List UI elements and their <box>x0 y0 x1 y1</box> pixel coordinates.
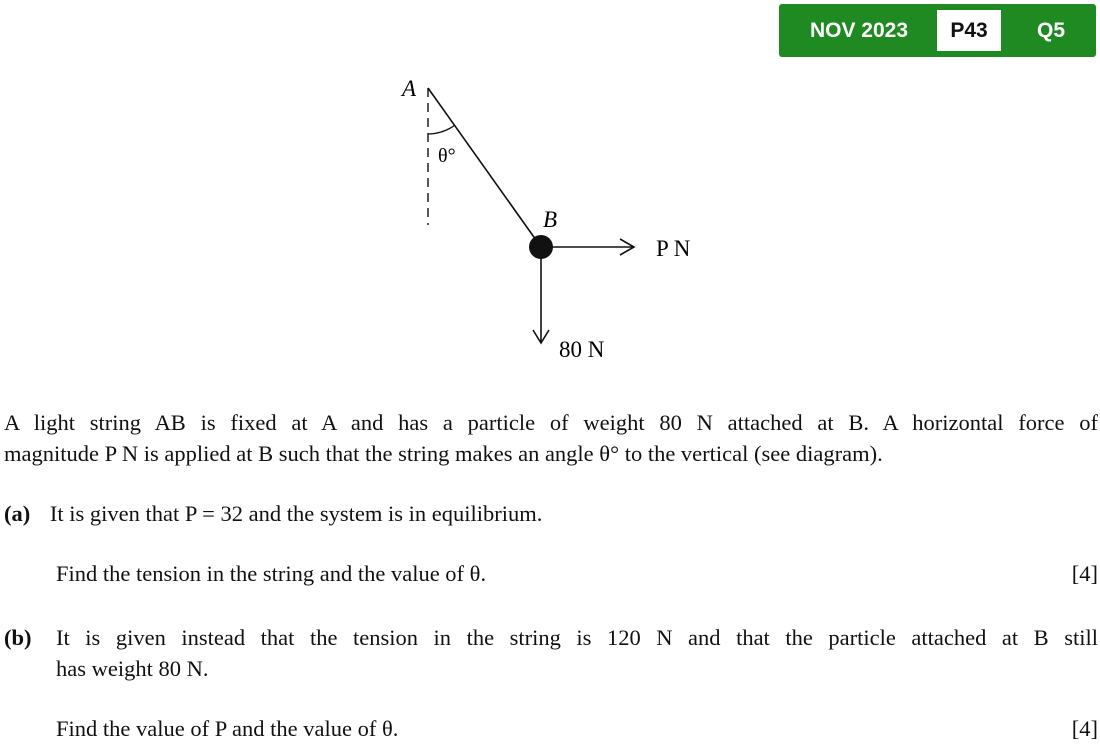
label-theta: θ° <box>438 145 456 167</box>
part-b-line-2: has weight 80 N. <box>56 656 209 681</box>
label-horizontal-force: P N <box>656 236 691 261</box>
part-a-label: (a) <box>4 501 31 526</box>
label-weight: 80 N <box>559 337 605 362</box>
part-a-marks: [4] <box>1071 561 1098 586</box>
intro-line-2: magnitude P N is applied at B such that the string makes an angle θ° to the vertical (see diagram). <box>4 441 883 466</box>
part-b-label: (b) <box>4 625 32 650</box>
part-b-task: Find the value of P and the value of θ. <box>56 716 399 741</box>
label-a: A <box>402 76 417 101</box>
part-a-statement-text: It is given that P = 32 and the system is in equilibrium. <box>49 501 543 526</box>
particle-b <box>529 235 553 259</box>
label-b: B <box>543 207 558 232</box>
string-ab <box>428 88 541 247</box>
angle-arc <box>428 125 455 134</box>
question-intro <box>4 407 1098 469</box>
part-a-statement <box>4 498 542 529</box>
paper-number: P43 <box>937 10 1001 51</box>
part-a-task: Find the tension in the string and the value of θ. <box>56 561 487 586</box>
intro-line-1: A light string AB is fixed at A and has a particle of weight 80 N attached at B. A horizontal force of <box>4 410 1098 435</box>
exam-session: NOV 2023 <box>809 19 909 42</box>
question-number: Q5 <box>1036 19 1065 42</box>
part-b-marks: [4] <box>1071 716 1098 741</box>
part-b-line-1: It is given instead that the tension in the string is 120 N and that the particle attached at B still <box>56 625 1098 650</box>
